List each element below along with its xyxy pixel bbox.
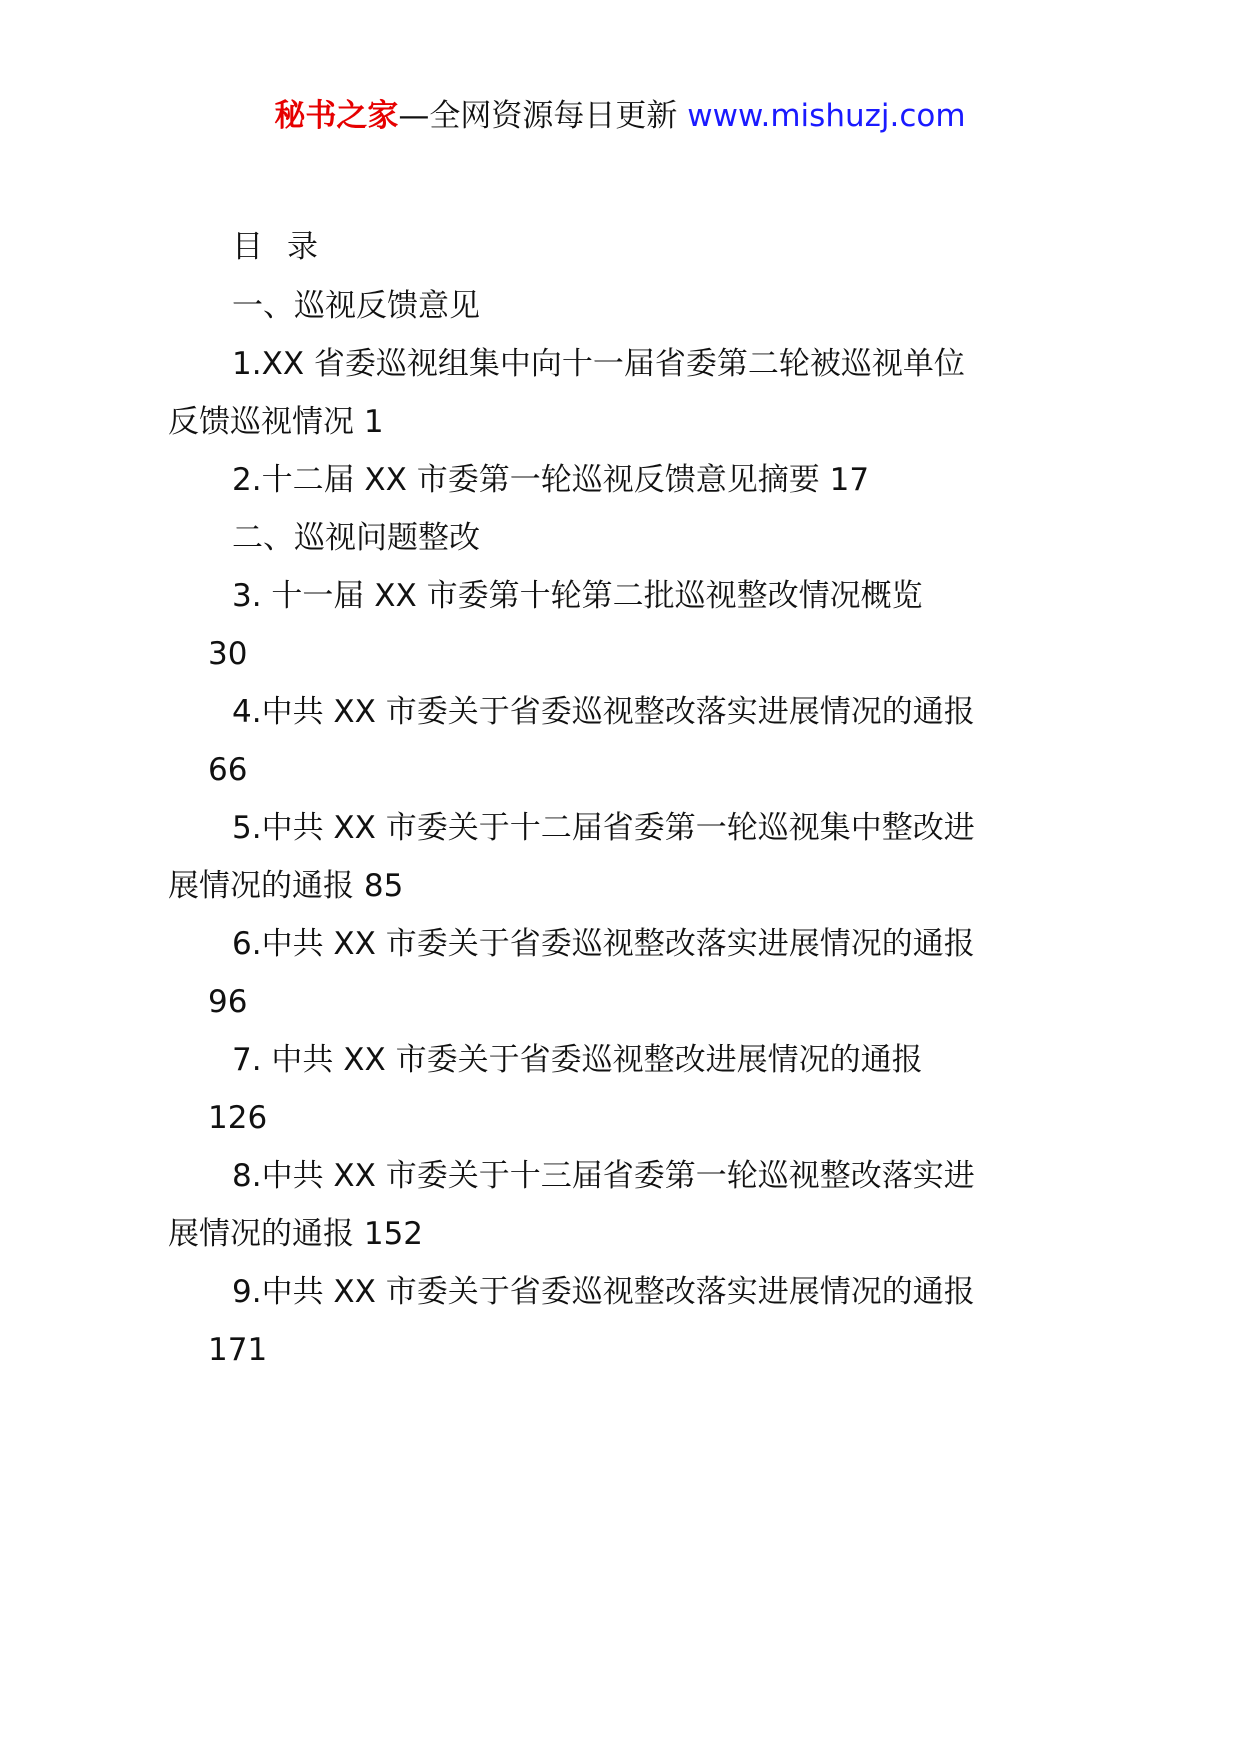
toc-title: [232, 227, 318, 267]
toc-section-heading: 一、巡视反馈意见: [232, 288, 480, 324]
brand-name: 秘书之家: [274, 98, 399, 134]
toc-title-part2: 录: [287, 229, 318, 265]
toc-page-number[interactable]: 171: [208, 1332, 268, 1368]
header-tagline: —全网资源每日更新: [398, 98, 688, 134]
toc-entry[interactable]: 7. 中共 XX 市委关于省委巡视整改进展情况的通报: [232, 1042, 923, 1078]
toc-entry-continued[interactable]: 展情况的通报 85: [168, 868, 404, 904]
toc-entry[interactable]: 2.十二届 XX 市委第一轮巡视反馈意见摘要 17: [232, 462, 870, 498]
site-url-link[interactable]: www.mishuzj.com: [687, 98, 966, 134]
toc-entry[interactable]: 1.XX 省委巡视组集中向十一届省委第二轮被巡视单位: [232, 346, 965, 382]
toc-page-number[interactable]: 96: [208, 984, 248, 1020]
toc-page-number[interactable]: 126: [208, 1100, 268, 1136]
toc-title-part1: 目: [232, 229, 263, 265]
toc-page-number[interactable]: 66: [208, 752, 248, 788]
toc-entry[interactable]: 6.中共 XX 市委关于省委巡视整改落实进展情况的通报: [232, 926, 975, 962]
toc-page-number[interactable]: 30: [208, 636, 248, 672]
toc-section-heading: 二、巡视问题整改: [232, 520, 480, 556]
toc-entry[interactable]: 5.中共 XX 市委关于十二届省委第一轮巡视集中整改进: [232, 810, 975, 846]
toc-entry-continued[interactable]: 展情况的通报 152: [168, 1216, 424, 1252]
toc-entry[interactable]: 3. 十一届 XX 市委第十轮第二批巡视整改情况概览: [232, 578, 923, 614]
site-header: [0, 96, 1240, 136]
toc-entry[interactable]: 8.中共 XX 市委关于十三届省委第一轮巡视整改落实进: [232, 1158, 975, 1194]
toc-entry-continued[interactable]: 反馈巡视情况 1: [168, 404, 384, 440]
toc-entry[interactable]: 9.中共 XX 市委关于省委巡视整改落实进展情况的通报: [232, 1274, 975, 1310]
toc-entry[interactable]: 4.中共 XX 市委关于省委巡视整改落实进展情况的通报: [232, 694, 975, 730]
